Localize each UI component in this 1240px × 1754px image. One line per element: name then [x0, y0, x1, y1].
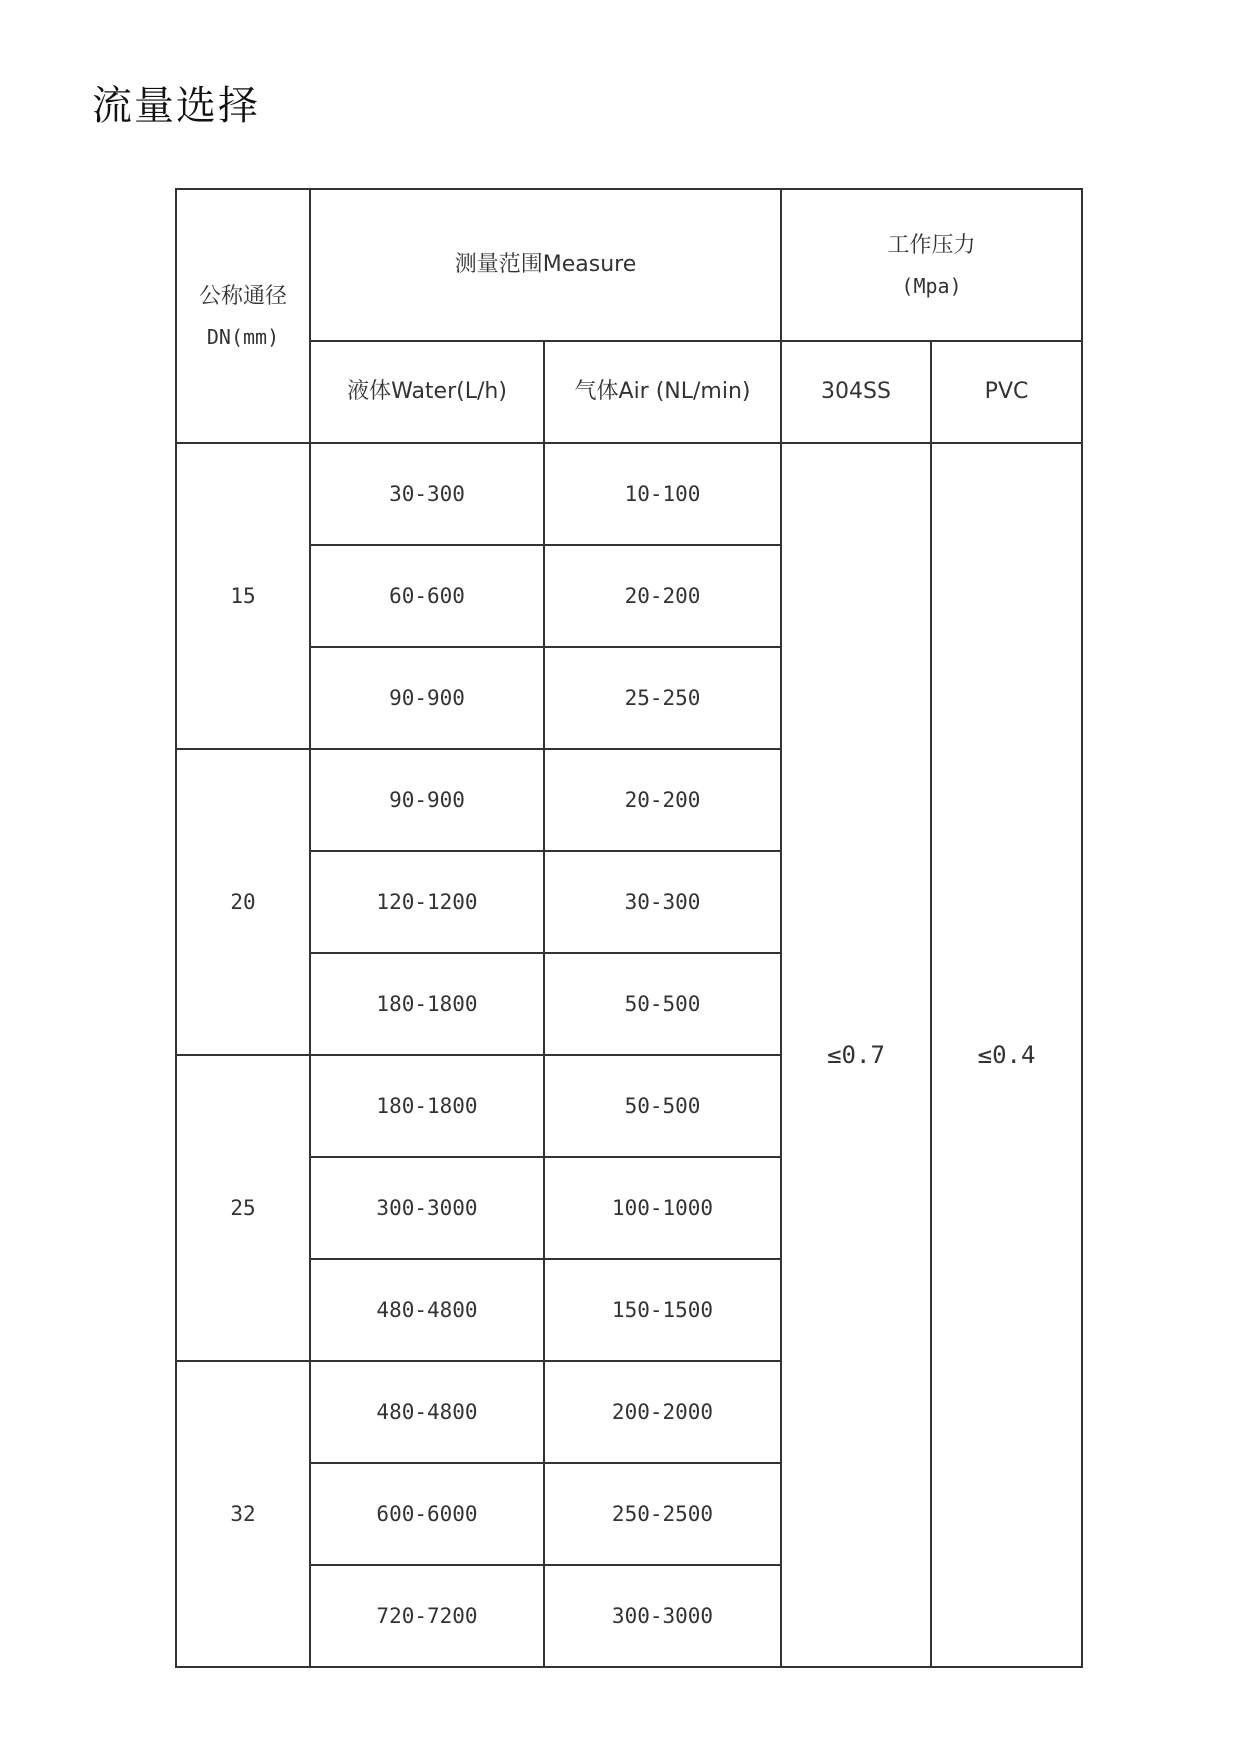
header-row-primary	[176, 189, 1082, 341]
gas-range-cell: 25-250	[544, 647, 781, 749]
header-nominal-diameter	[176, 189, 310, 443]
header-nominal-diameter-label: 公称通径	[198, 284, 287, 310]
header-working-pressure	[781, 189, 1082, 341]
pressure-304ss-cell: ≤0.7	[781, 443, 931, 1667]
gas-range-cell: 20-200	[544, 545, 781, 647]
liquid-range-cell: 180-1800	[310, 1055, 544, 1157]
header-nominal-diameter-unit: DN(mm)	[206, 324, 280, 349]
liquid-range-cell: 30-300	[310, 443, 544, 545]
header-304ss: 304SS	[781, 341, 931, 443]
header-measure-range: 测量范围Measure	[310, 189, 781, 341]
dn-cell: 32	[176, 1361, 310, 1667]
gas-range-cell: 200-2000	[544, 1361, 781, 1463]
dn-cell: 15	[176, 443, 310, 749]
liquid-range-cell: 480-4800	[310, 1259, 544, 1361]
liquid-range-cell: 90-900	[310, 647, 544, 749]
liquid-range-cell: 120-1200	[310, 851, 544, 953]
pressure-pvc-cell: ≤0.4	[931, 443, 1082, 1667]
gas-range-cell: 100-1000	[544, 1157, 781, 1259]
gas-range-cell: 50-500	[544, 1055, 781, 1157]
liquid-range-cell: 300-3000	[310, 1157, 544, 1259]
header-working-pressure-unit: (Mpa)	[901, 273, 962, 298]
dn-cell: 20	[176, 749, 310, 1055]
header-liquid: 液体Water(L/h)	[310, 341, 544, 443]
page-title: 流量选择	[92, 83, 260, 129]
liquid-range-cell: 600-6000	[310, 1463, 544, 1565]
gas-range-cell: 250-2500	[544, 1463, 781, 1565]
gas-range-cell: 150-1500	[544, 1259, 781, 1361]
header-row-secondary	[176, 341, 1082, 443]
gas-range-cell: 20-200	[544, 749, 781, 851]
liquid-range-cell: 480-4800	[310, 1361, 544, 1463]
gas-range-cell: 50-500	[544, 953, 781, 1055]
liquid-range-cell: 60-600	[310, 545, 544, 647]
dn-cell: 25	[176, 1055, 310, 1361]
header-pvc: PVC	[931, 341, 1082, 443]
gas-range-cell: 10-100	[544, 443, 781, 545]
liquid-range-cell: 180-1800	[310, 953, 544, 1055]
liquid-range-cell: 720-7200	[310, 1565, 544, 1667]
table-row	[176, 443, 1082, 545]
gas-range-cell: 300-3000	[544, 1565, 781, 1667]
liquid-range-cell: 90-900	[310, 749, 544, 851]
header-gas: 气体Air (NL/min)	[544, 341, 781, 443]
flow-selection-table	[175, 188, 1083, 1668]
header-working-pressure-label: 工作压力	[887, 233, 976, 259]
gas-range-cell: 30-300	[544, 851, 781, 953]
